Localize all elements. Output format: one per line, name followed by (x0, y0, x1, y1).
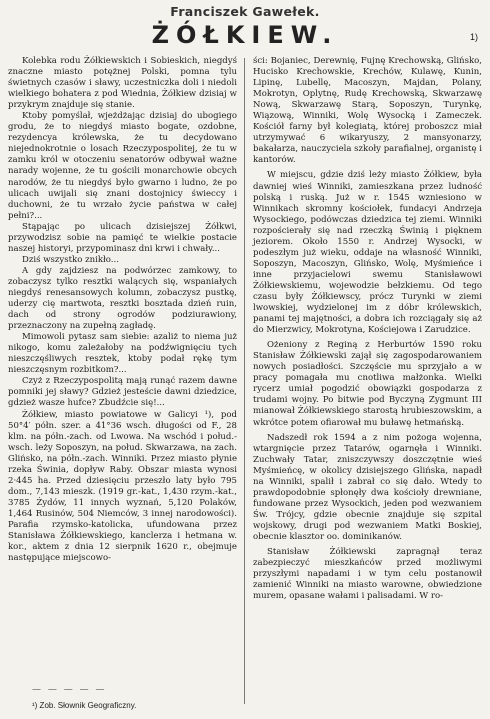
paragraph: ści: Bojaniec, Derewnię, Fujnę Krechowską, Glińsko, Hucisko Krechowskie, Krechów, Kulawę, Kunin, Lipinę, Lubellę, Macoszyn, Majdan, Polany, Mokrotyn, Oplytnę, Rudę Krechowską, Skwarzawę Nową, Skwarzawę Starą, Soposzyn, Turynkę, Wiązową, Winniki, Wolę Wysocką i Zameczek. Kościół farny był kolegiatą, której proboszcz miał utrzymywać 6 wikaryuszy, 2 mansyonarzy, bakałarza, nauczyciela szkoły parafialnej, organistę i kantorów. (253, 56, 482, 166)
paragraph: Stanisław Żółkiewski zapragnął teraz zabezpieczyć mieszkańców przed możliwymi przyszłymi napadami i w tym celu postanowił zamienić Winniki na miasto warowne, obwiedzione murem, opasane wałami i palisadami. W ro- (253, 547, 482, 602)
paragraph: W miejscu, gdzie dziś leży miasto Żółkiew, była dawniej wieś Winniki, zamieszkana przez ludność polską i ruską. Już w r. 1545 wzniesiono w Winnikach skromny kościołek, fundacyi Andrzeja Wysockiego, podówczas dziedzica tej ziemi. Winniki rozpościerały się nad rzeczką Świnią i pięknem jeziorem. Około 1550 r. Andrzej Wysocki, w podeszłym już wieku, oddaje na własność Winniki, Soposzyn, Macoszyn, Glińsko, Wolę, Myśmieńce i inne przyjacielowi swemu Stanisławowi Żółkiewskiemu, wojewodzie bełzkiemu. Od tego czasu były Żółkiewscy, prócz Turynki w ziemi lwowskiej, wydzielonej im z dóbr królewskich, panami tej majętności, a dobra ich rozciągały się aż do Mierzwicy, Mokrotyna, Kościejowa i Zarudzice. (253, 170, 482, 336)
paragraph: Ktoby pomyślał, wjeżdżając dzisiaj do ubogiego grodu, że to niegdyś miasto bogate, ozdobne, rezydencya królewska, że tu decydowano niejednokrotnie o losach Rzeczypospolitej, że tu w zamku król w otoczeniu senatorów odbywał ważne narady wojenne, że tu gościli monarchowie obcych narodów, że tu niegdyś było gwarno i ludno, że po ulicach uwijali się znani dostojnicy świeccy i duchowni, że tu wrzało życie państwa w całej pełni?... (8, 111, 237, 221)
author-name: Franciszek Gawełek. (170, 4, 320, 19)
paragraph: Nadszedł rok 1594 a z nim pożoga wojenna, wtargnięcie przez Tatarów, ogarnęła i Winniki. Zuchwały Tatar, zniszczywszy doszczętnie wieś Myśmieńcę, w okolicy dzisiejszego Glińska, napadł na Winniki, spalił i zabrał co się dało. Wtedy to prawdopodobnie spłonęły dwa kościoły drewniane, fundowane przez Wysockich, jeden pod wezwaniem Św. Trójcy, gdzie obecnie znajduje się szpital wojskowy, drugi pod wezwaniem Matki Boskiej, obecnie klasztor oo. dominikanów. (253, 432, 482, 542)
paragraph: Stąpając po ulicach dzisiejszej Żółkwi, przywodzisz sobie na pamięć te wielkie postacie naszej historyi, przypominasz dni krwi i chwały... (8, 221, 237, 254)
paragraph: Mimowoli pytasz sam siebie: azaliż to niema już nikogo, komu zależałoby na podźwignięciu tych nieszczęśliwych resztek, ktoby podał rękę tym nieszczęsnym rozbitkom?... (8, 332, 237, 376)
column-divider (244, 58, 245, 704)
footnote-separator: — — — — — (32, 685, 107, 695)
right-column (253, 56, 482, 602)
paragraph: Żółkiew, miasto powiatowe w Galicyi ¹), pod 50°4′ półn. szer. a 41°36 wsch. długości od F., 28 klm. na półn.-zach. od Lwowa. Na wschód i połud.-wsch. leży Soposzyn, na połud. Skwarzawa, na zach. Glińsko, na półn.-zach. Winniki. Przez miasto płynie rzeka Świnia, dopływ Raby. Obszar miasta wynosi 2·445 ha. Przed dziesięciu przeszło laty było 795 dom., 7,143 mieszk. (1919 gr.-kat., 1,430 rzym.-kat., 3785 Żydów, 11 innych wyznań, 5,120 Polaków, 1,464 Rusinów, 504 Niemców, 3 innej narodowości). Parafia rzymsko-katolicka, ufundowana przez Stanisława Żółkiewskiego, kanclerza i hetmana w. kor., aktem z dnia 12 sierpnik 1620 r., obejmuje następujące miejscowo- (8, 409, 237, 564)
footnote: ¹) Zob. Słownik Geograficzny. (32, 701, 137, 710)
footnote-marker: 1) (469, 32, 478, 42)
page-title: ŻÓŁKIEW. (151, 21, 339, 49)
paragraph: Czyż z Rzeczypospolitą mają runąć razem dawne pomniki jej sławy? Gdzież jesteście dawni dziedzice, gdzież wasze hufce? Zbudźcie się!... (8, 376, 237, 409)
paragraph: Ożeniony z Reginą z Herburtów 1590 roku Stanisław Żółkiewski zajął się zagospodarowaniem nowych posiadłości. Szczęście mu sprzyjało a w pracy pomagała mu cnotliwa małżonka. Wielki rycerz umiał pogodzić obowiązki gospodarza z trudami wojny. Po bitwie pod Byczyną Zygmunt III mianował Żółkiewskiego starostą hrubieszowskim, a wkrótce potem ofiarował mu buławę hetmańską. (253, 340, 482, 428)
paragraph: Kolebka rodu Żółkiewskich i Sobieskich, niegdyś znaczne miasto potężnej Polski, pomna tylu świetnych czasów i sławy, uczestniczka doli i niedoli wielkiego bohatera z pod Wiednia, Żółkiew dzisiaj w przykrym znajduje się stanie. (8, 56, 237, 111)
paragraph: A gdy zajdziesz na podwórzec zamkowy, to zobaczysz tylko resztki walących się, wspaniałych niegdyś renesansowych kolumn, zobaczysz pustkę, uderzy cię martwota, resztki bosztada dzień ruin, dach od strony ogrodów podziurawiony, przeznaczony na zupełną zagładę. (8, 265, 237, 332)
paragraph: Dziś wszystko znikło... (22, 254, 119, 265)
left-column (8, 56, 237, 564)
